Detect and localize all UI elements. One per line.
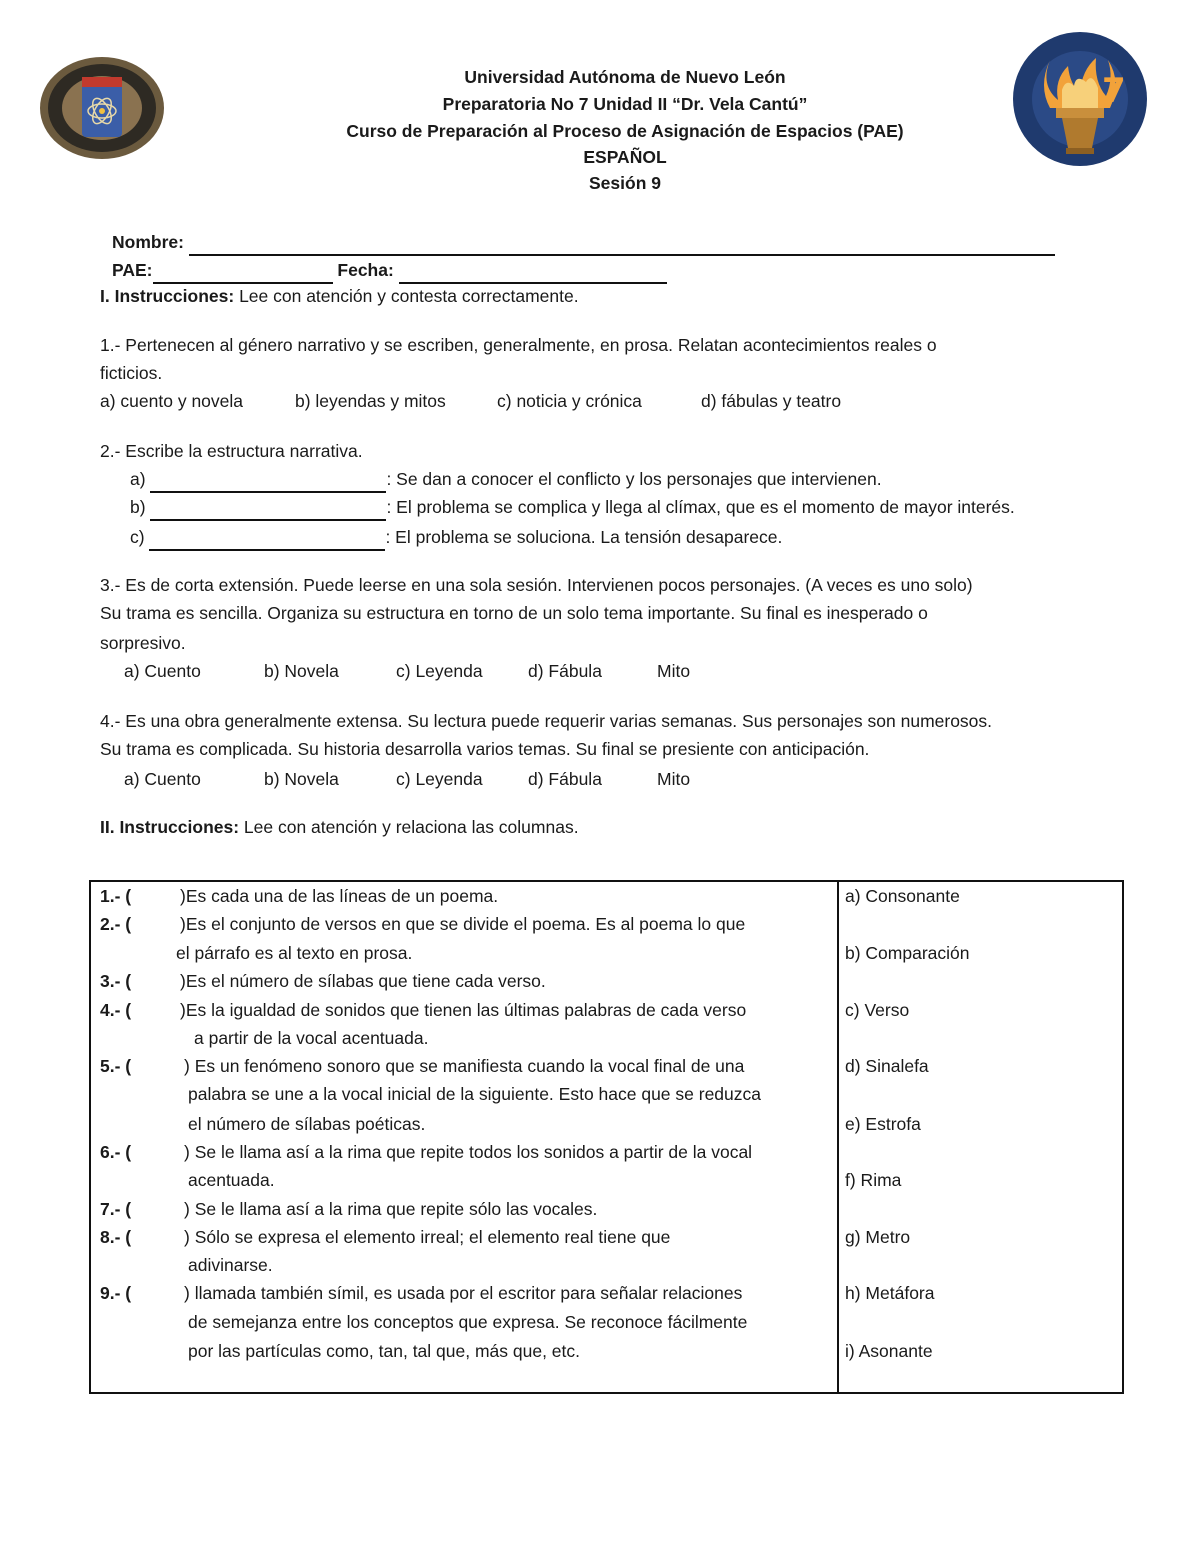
q3-option-b[interactable]: b) Novela <box>264 661 339 681</box>
matching-item-text: )Es cada una de las líneas de un poema. <box>180 886 499 906</box>
date-blank[interactable] <box>399 262 667 284</box>
q2-item-a: a) : Se dan a conocer el conflicto y los personajes que intervienen. <box>130 465 882 493</box>
name-blank[interactable] <box>189 234 1055 256</box>
subject-title: ESPAÑOL <box>583 147 667 167</box>
matching-item-text: )Es el conjunto de versos en que se divide el poema. Es al poema lo que <box>180 914 746 934</box>
matching-item-text: ) Se le llama así a la rima que repite todos los sonidos a partir de la vocal <box>184 1142 753 1162</box>
q4-option-e[interactable]: Mito <box>657 769 691 789</box>
matching-item-text: por las partículas como, tan, tal que, más que, etc. <box>188 1341 581 1361</box>
matching-item-text: ) llamada también símil, es usada por el escritor para señalar relaciones <box>184 1283 743 1303</box>
matching-item-text: ) Es un fenómeno sonoro que se manifiesta cuando la vocal final de una <box>184 1056 745 1076</box>
matching-item-text: palabra se une a la vocal inicial de la siguiente. Esto hace que se reduzca <box>188 1084 762 1104</box>
university-title: Universidad Autónoma de Nuevo León <box>464 67 786 87</box>
answer-d: d) Sinalefa <box>845 1056 929 1076</box>
matching-item-text: el párrafo es al texto en prosa. <box>176 943 413 963</box>
matching-item-number[interactable]: 6.- ( <box>100 1142 132 1162</box>
q3-line-2: Su trama es sencilla. Organiza su estructura en torno de un solo tema importante. Su final es inesperado o <box>100 603 928 623</box>
q1-option-d[interactable]: d) fábulas y teatro <box>701 391 842 411</box>
matching-item-text: ) Se le llama así a la rima que repite sólo las vocales. <box>184 1199 598 1219</box>
matching-item-text: )Es el número de sílabas que tiene cada verso. <box>180 971 546 991</box>
matching-item-number[interactable]: 4.- ( <box>100 1000 132 1020</box>
svg-text:7: 7 <box>1102 71 1126 111</box>
section-2-heading: II. Instrucciones: Lee con atención y relaciona las columnas. <box>100 817 579 837</box>
q3-option-a[interactable]: a) Cuento <box>124 661 201 681</box>
answer-h: h) Metáfora <box>845 1283 935 1303</box>
name-label: Nombre: <box>112 232 184 252</box>
matching-item-number[interactable]: 3.- ( <box>100 971 132 991</box>
matching-item-number[interactable]: 2.- ( <box>100 914 132 934</box>
q3-option-c[interactable]: c) Leyenda <box>396 661 483 681</box>
matching-item-number[interactable]: 9.- ( <box>100 1283 132 1303</box>
q4-option-b[interactable]: b) Novela <box>264 769 339 789</box>
q3-line-1: 3.- Es de corta extensión. Puede leerse en una sola sesión. Intervienen pocos personajes. (A veces es uno solo) <box>100 575 973 595</box>
answer-f: f) Rima <box>845 1170 902 1190</box>
q1-option-a[interactable]: a) cuento y novela <box>100 391 244 411</box>
matching-item-text: ) Sólo se expresa el elemento irreal; el elemento real tiene que <box>184 1227 671 1247</box>
matching-item-number[interactable]: 8.- ( <box>100 1227 132 1247</box>
pae-date-field[interactable] <box>112 256 667 284</box>
matching-item-text: )Es la igualdad de sonidos que tienen las últimas palabras de cada verso <box>180 1000 747 1020</box>
q1-line-2: ficticios. <box>100 363 163 383</box>
matching-item-number[interactable]: 1.- ( <box>100 886 132 906</box>
name-field[interactable] <box>112 228 1055 256</box>
pae-blank[interactable] <box>153 262 333 284</box>
answer-b: b) Comparación <box>845 943 970 963</box>
q2-title: 2.- Escribe la estructura narrativa. <box>100 441 363 461</box>
school-title: Preparatoria No 7 Unidad II “Dr. Vela Cantú” <box>442 94 808 114</box>
q4-option-a[interactable]: a) Cuento <box>124 769 201 789</box>
date-label: Fecha: <box>337 260 394 280</box>
q3-line-3: sorpresivo. <box>100 633 186 653</box>
answer-g: g) Metro <box>845 1227 911 1247</box>
course-title: Curso de Preparación al Proceso de Asignación de Espacios (PAE) <box>346 121 904 141</box>
matching-item-number[interactable]: 7.- ( <box>100 1199 132 1219</box>
answer-c: c) Verso <box>845 1000 910 1020</box>
q3-option-d[interactable]: d) Fábula <box>528 661 602 681</box>
section-1-heading: I. Instrucciones: Lee con atención y contesta correctamente. <box>100 286 579 306</box>
matching-item-text: a partir de la vocal acentuada. <box>194 1028 429 1048</box>
q3-option-e[interactable]: Mito <box>657 661 691 681</box>
q2-blank-a[interactable] <box>150 471 386 493</box>
matching-item-text: el número de sílabas poéticas. <box>188 1114 426 1134</box>
q1-line-1: 1.- Pertenecen al género narrativo y se escriben, generalmente, en prosa. Relatan acontecimientos reales o <box>100 335 937 355</box>
q2-blank-c[interactable] <box>149 529 385 551</box>
session-title: Sesión 9 <box>589 173 661 193</box>
answer-i: i) Asonante <box>845 1341 933 1361</box>
answer-e: e) Estrofa <box>845 1114 921 1134</box>
q4-line-2: Su trama es complicada. Su historia desarrolla varios temas. Su final se presiente con anticipación. <box>100 739 870 759</box>
q1-option-b[interactable]: b) leyendas y mitos <box>295 391 446 411</box>
matching-item-number[interactable]: 5.- ( <box>100 1056 132 1076</box>
q2-item-c: c) : El problema se soluciona. La tensión desaparece. <box>130 523 782 551</box>
answer-a: a) Consonante <box>845 886 960 906</box>
matching-item-text: adivinarse. <box>188 1255 273 1275</box>
q2-item-b: b) : El problema se complica y llega al clímax, que es el momento de mayor interés. <box>130 493 1015 521</box>
q4-option-c[interactable]: c) Leyenda <box>396 769 483 789</box>
q1-option-c[interactable]: c) noticia y crónica <box>497 391 642 411</box>
matching-item-text: acentuada. <box>188 1170 275 1190</box>
q4-line-1: 4.- Es una obra generalmente extensa. Su lectura puede requerir varias semanas. Sus personajes son numerosos. <box>100 711 993 731</box>
q2-blank-b[interactable] <box>150 499 386 521</box>
pae-label: PAE: <box>112 260 153 280</box>
q4-option-d[interactable]: d) Fábula <box>528 769 602 789</box>
matching-item-text: de semejanza entre los conceptos que expresa. Se reconoce fácilmente <box>188 1312 748 1332</box>
